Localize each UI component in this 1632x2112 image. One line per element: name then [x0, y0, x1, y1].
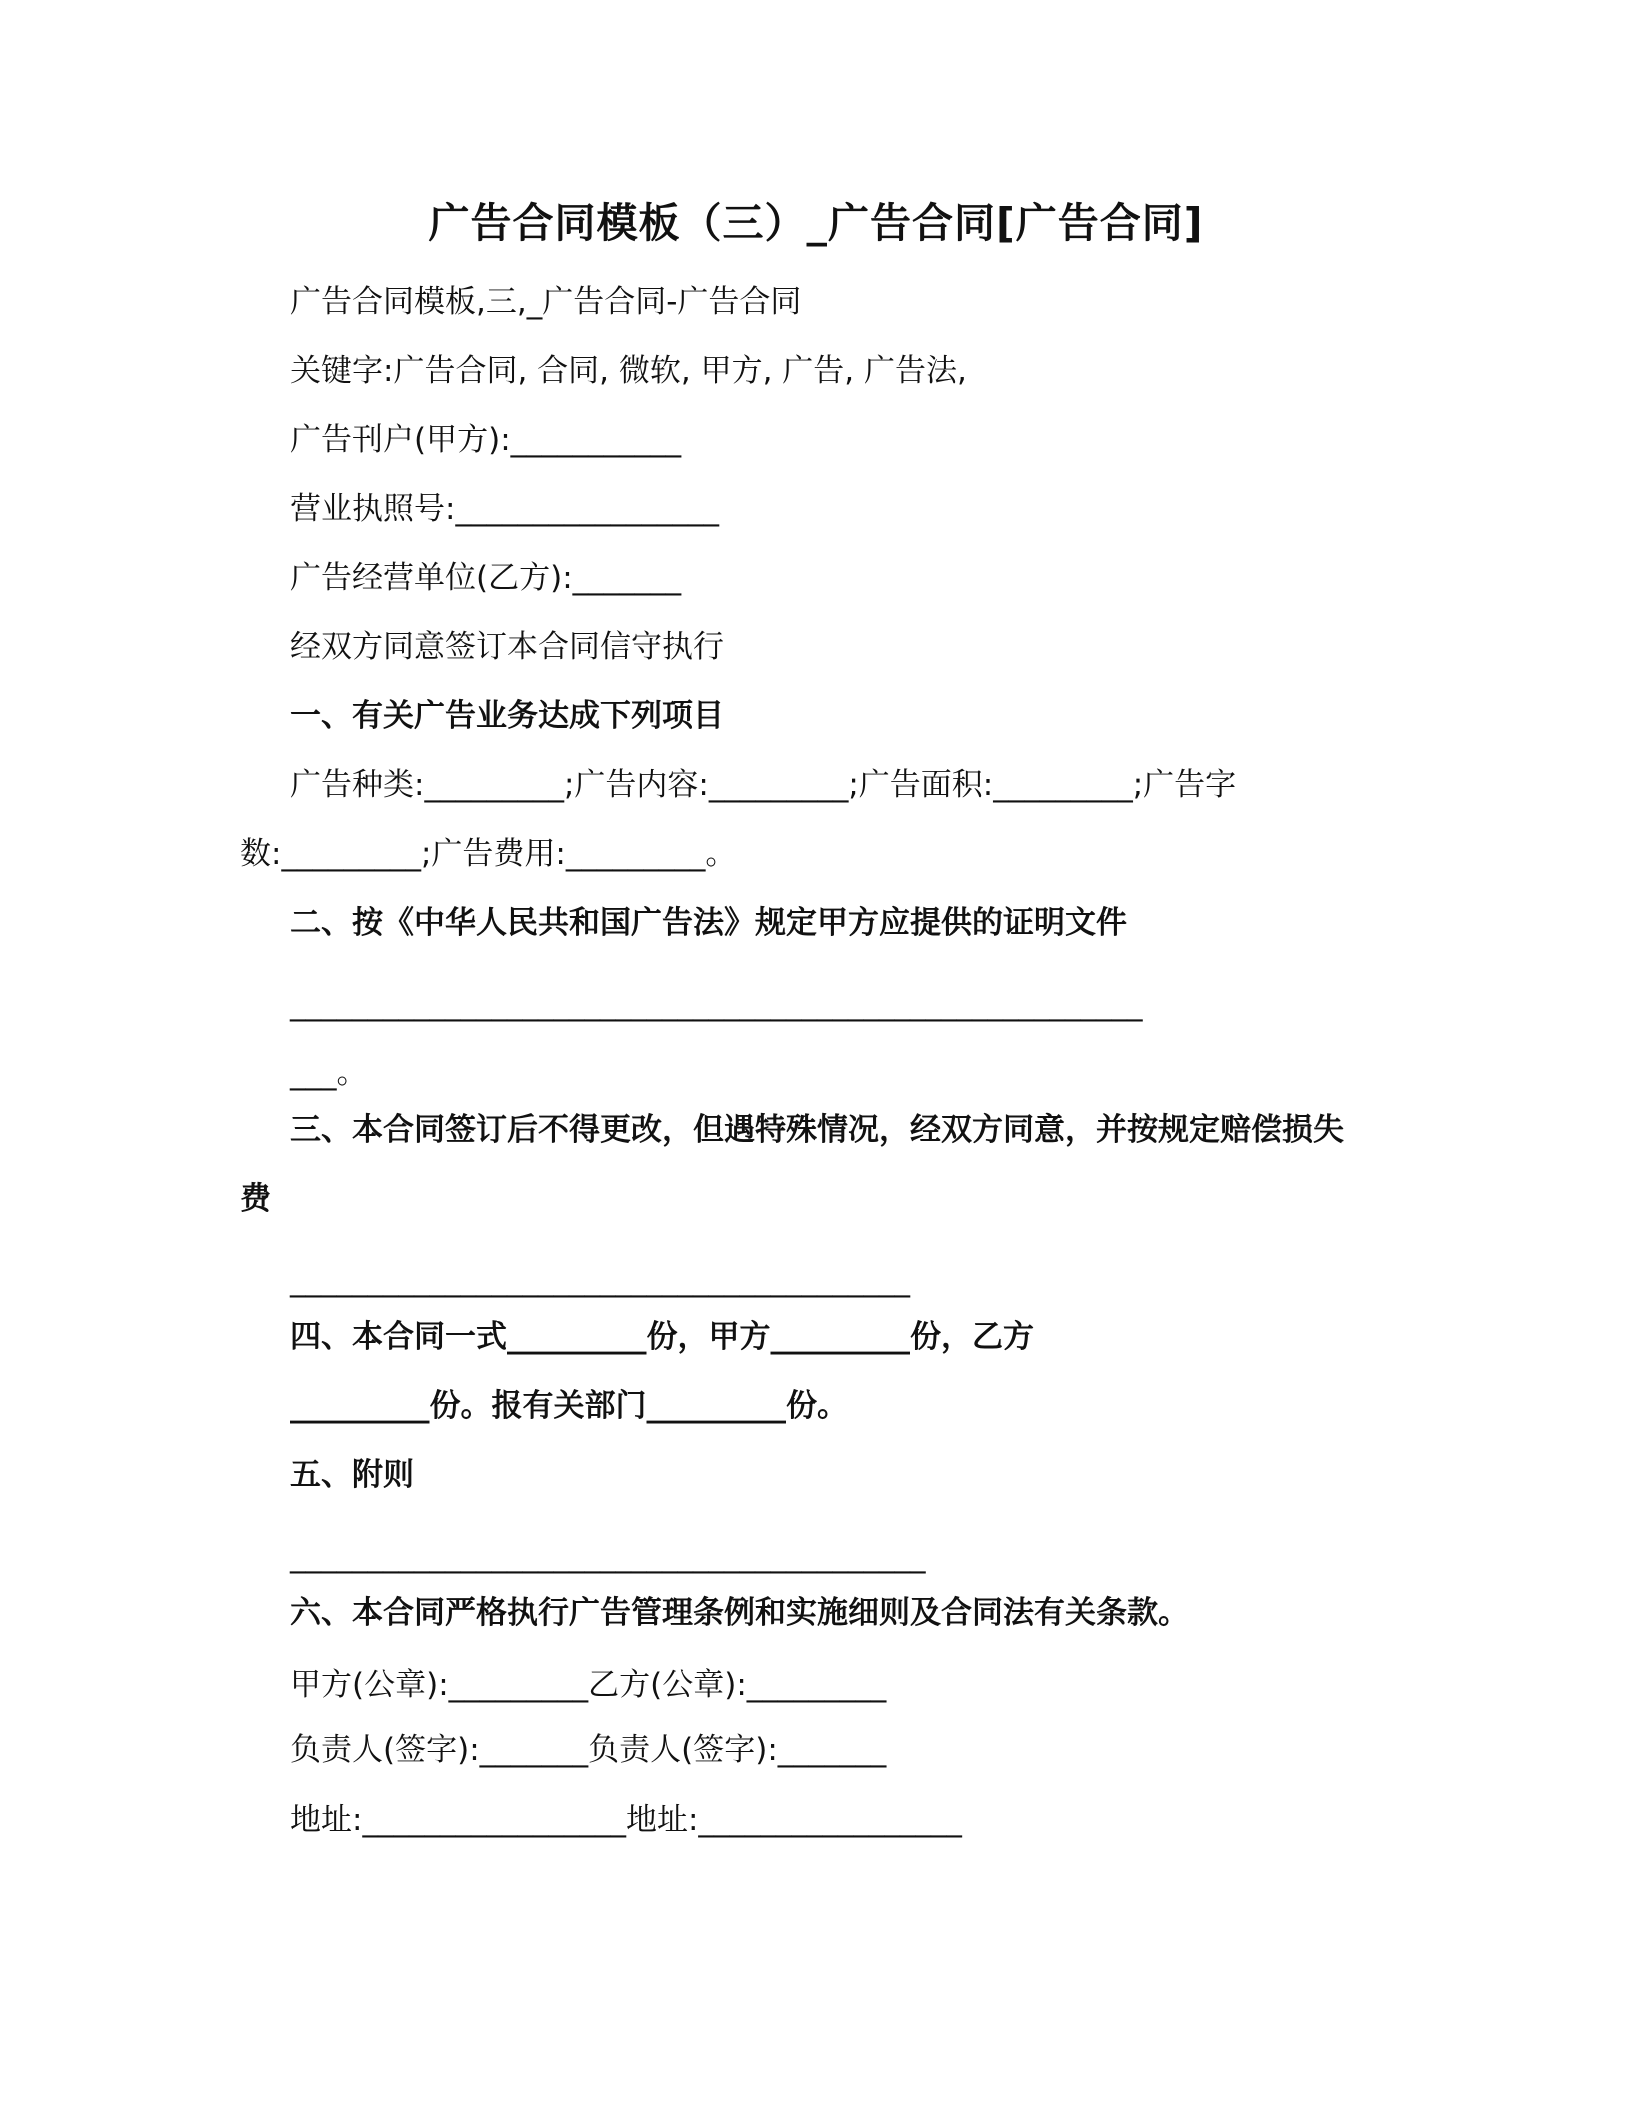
- signature-line: 负责人(签字):_______负责人(签字):_______: [290, 1732, 887, 1768]
- clause-1-heading: 一、有关广告业务达成下列项目: [290, 698, 724, 734]
- subtitle-line: 广告合同模板,三,_广告合同-广告合同: [290, 284, 802, 320]
- seal-line: 甲方(公章):_________乙方(公章):_________: [290, 1667, 887, 1703]
- party-a-line: 广告刊户(甲方):___________: [290, 422, 682, 458]
- keywords-line: 关键字:广告合同, 合同, 微软, 甲方, 广告, 广告法,: [290, 353, 967, 389]
- clause-3-heading: 三、本合同签订后不得更改，但遇特殊情况，经双方同意，并按规定赔偿损失: [290, 1112, 1344, 1148]
- clause-2-blank: _______________________________________________________: [290, 986, 1143, 1022]
- clause-5-heading: 五、附则: [290, 1457, 414, 1493]
- clause-5-blank: _________________________________________: [290, 1538, 926, 1574]
- license-number-line: 营业执照号:_________________: [290, 491, 719, 527]
- ad-details-line: 广告种类:_________;广告内容:_________;广告面积:_________;广告字: [290, 767, 1237, 803]
- address-line: 地址:_________________地址:_________________: [290, 1802, 962, 1838]
- clause-4-continued: _________份。报有关部门_________份。: [290, 1388, 848, 1424]
- agreement-intro-line: 经双方同意签订本合同信守执行: [290, 629, 724, 665]
- clause-6-line: 六、本合同严格执行广告管理条例和实施细则及合同法有关条款。: [290, 1595, 1189, 1631]
- document-title: 广告合同模板（三）_广告合同[广告合同]: [428, 199, 1204, 247]
- clause-4-line: 四、本合同一式_________份，甲方_________份，乙方: [290, 1319, 1034, 1355]
- clause-2-blank-end: ___。: [290, 1055, 368, 1091]
- clause-2-heading: 二、按《中华人民共和国广告法》规定甲方应提供的证明文件: [290, 905, 1127, 941]
- clause-3-blank: ________________________________________: [290, 1262, 910, 1298]
- clause-3-continued: 费: [240, 1181, 271, 1217]
- party-b-line: 广告经营单位(乙方):_______: [290, 560, 682, 596]
- ad-details-continued: 数:_________;广告费用:_________。: [240, 836, 737, 872]
